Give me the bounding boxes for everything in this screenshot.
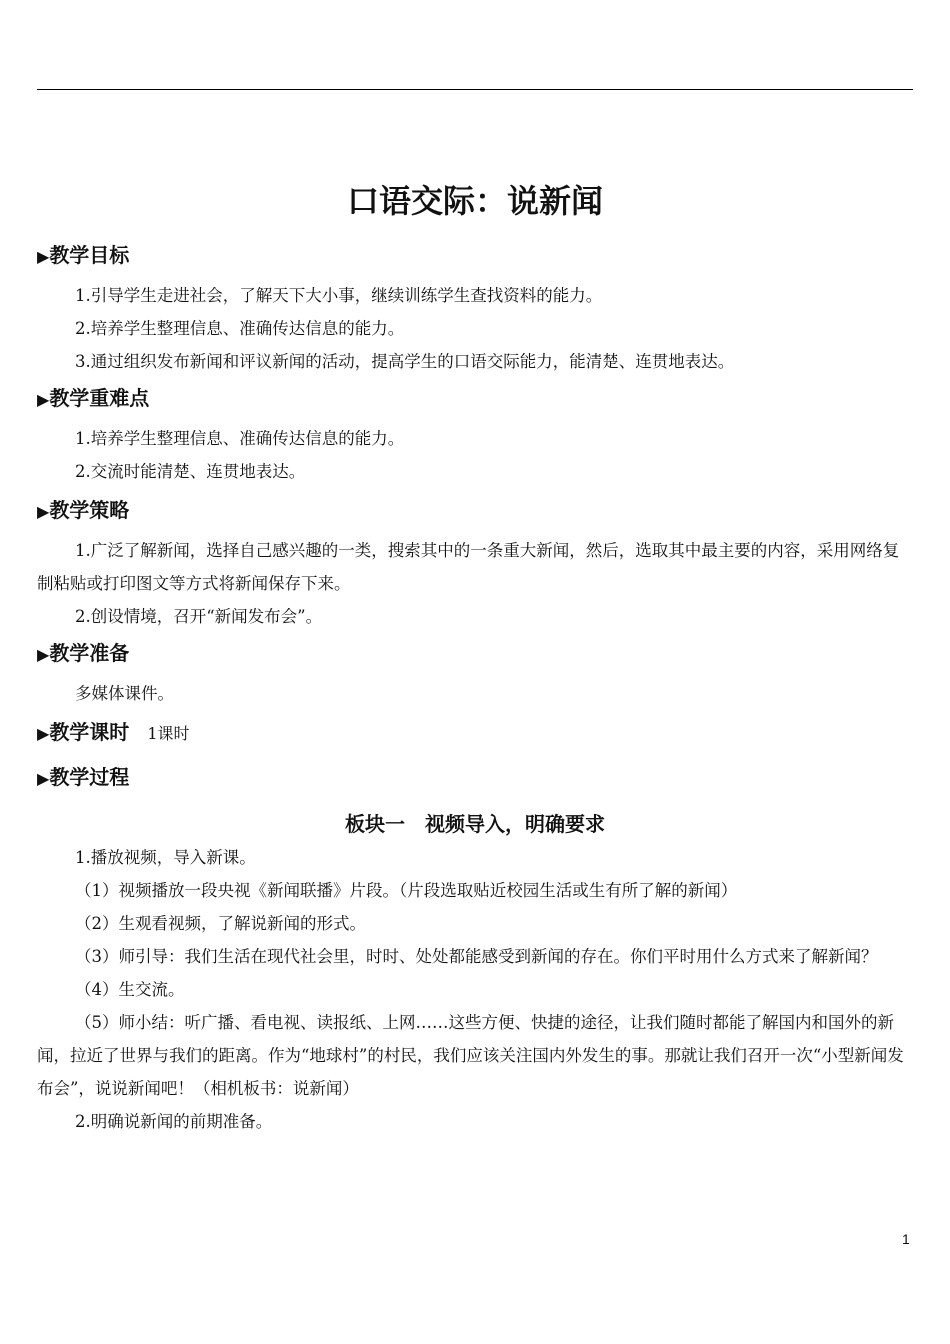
section-heading-goals [37, 241, 129, 271]
triangle-marker-icon: ▶ [37, 247, 50, 266]
list-item: 1.播放视频，导入新课。 [75, 848, 256, 867]
section-heading-hours [37, 718, 190, 748]
list-item: 1.培养学生整理信息、准确传达信息的能力。 [75, 429, 405, 448]
list-item: 2.培养学生整理信息、准确传达信息的能力。 [75, 319, 405, 338]
key-points-list [37, 422, 913, 488]
triangle-marker-icon: ▶ [37, 645, 50, 664]
list-item: 多媒体课件。 [75, 684, 174, 703]
section-heading-process [37, 763, 129, 793]
triangle-marker-icon: ▶ [37, 724, 50, 743]
triangle-marker-icon: ▶ [37, 769, 50, 788]
list-item: 1.引导学生走进社会，了解天下大小事，继续训练学生查找资料的能力。 [75, 286, 603, 305]
goals-list [37, 279, 913, 378]
list-item: 3.通过组织发布新闻和评议新闻的活动，提高学生的口语交际能力，能清楚、连贯地表达。 [75, 352, 735, 371]
page-number: 1 [902, 1231, 910, 1247]
list-item: 1.广泛了解新闻，选择自己感兴趣的一类，搜索其中的一条重大新闻，然后，选取其中最主要的内容，采用网络复制粘贴或打印图文等方式将新闻保存下来。 [37, 541, 900, 593]
list-item: （1）视频播放一段央视《新闻联播》片段。（片段选取贴近校园生活或生有所了解的新闻） [75, 881, 738, 900]
list-item: 2.明确说新闻的前期准备。 [75, 1112, 273, 1131]
page-title: 口语交际：说新闻 [346, 182, 603, 220]
section-heading-preparation [37, 639, 129, 669]
heading-text: 教学重难点 [49, 386, 150, 410]
header-rule [37, 89, 913, 90]
list-item: 2.创设情境，召开“新闻发布会”。 [75, 607, 323, 626]
list-item: （4）生交流。 [75, 980, 185, 999]
triangle-marker-icon: ▶ [37, 502, 50, 521]
heading-text: 教学课时 [49, 720, 130, 744]
list-item: 2.交流时能清楚、连贯地表达。 [75, 462, 306, 481]
heading-text: 教学目标 [49, 243, 130, 267]
section-heading-key-points [37, 384, 149, 414]
strategy-list [37, 534, 913, 633]
hours-value: 1课时 [147, 724, 190, 743]
list-item: （2）生观看视频，了解说新闻的形式。 [75, 914, 366, 933]
preparation-list [37, 677, 913, 710]
list-item: （5）师小结：听广播、看电视、读报纸、上网……这些方便、快捷的途径，让我们随时都能了解国内和国外的新闻，拉近了世界与我们的距离。作为“地球村”的村民，我们应该关注国内外发生的事。那就让我们召开一次“小型新闻发布会”，说说新闻吧！（相机板书：说新闻） [37, 1013, 904, 1098]
section-heading-strategy [37, 496, 129, 526]
process-list [37, 841, 913, 1138]
list-item: （3）师引导：我们生活在现代社会里，时时、处处都能感受到新闻的存在。你们平时用什么方式来了解新闻？ [75, 947, 878, 966]
triangle-marker-icon: ▶ [37, 390, 50, 409]
heading-text: 教学策略 [49, 498, 130, 522]
block-title: 板块一 视频导入，明确要求 [345, 812, 605, 836]
heading-text: 教学过程 [49, 765, 130, 789]
heading-text: 教学准备 [49, 641, 130, 665]
